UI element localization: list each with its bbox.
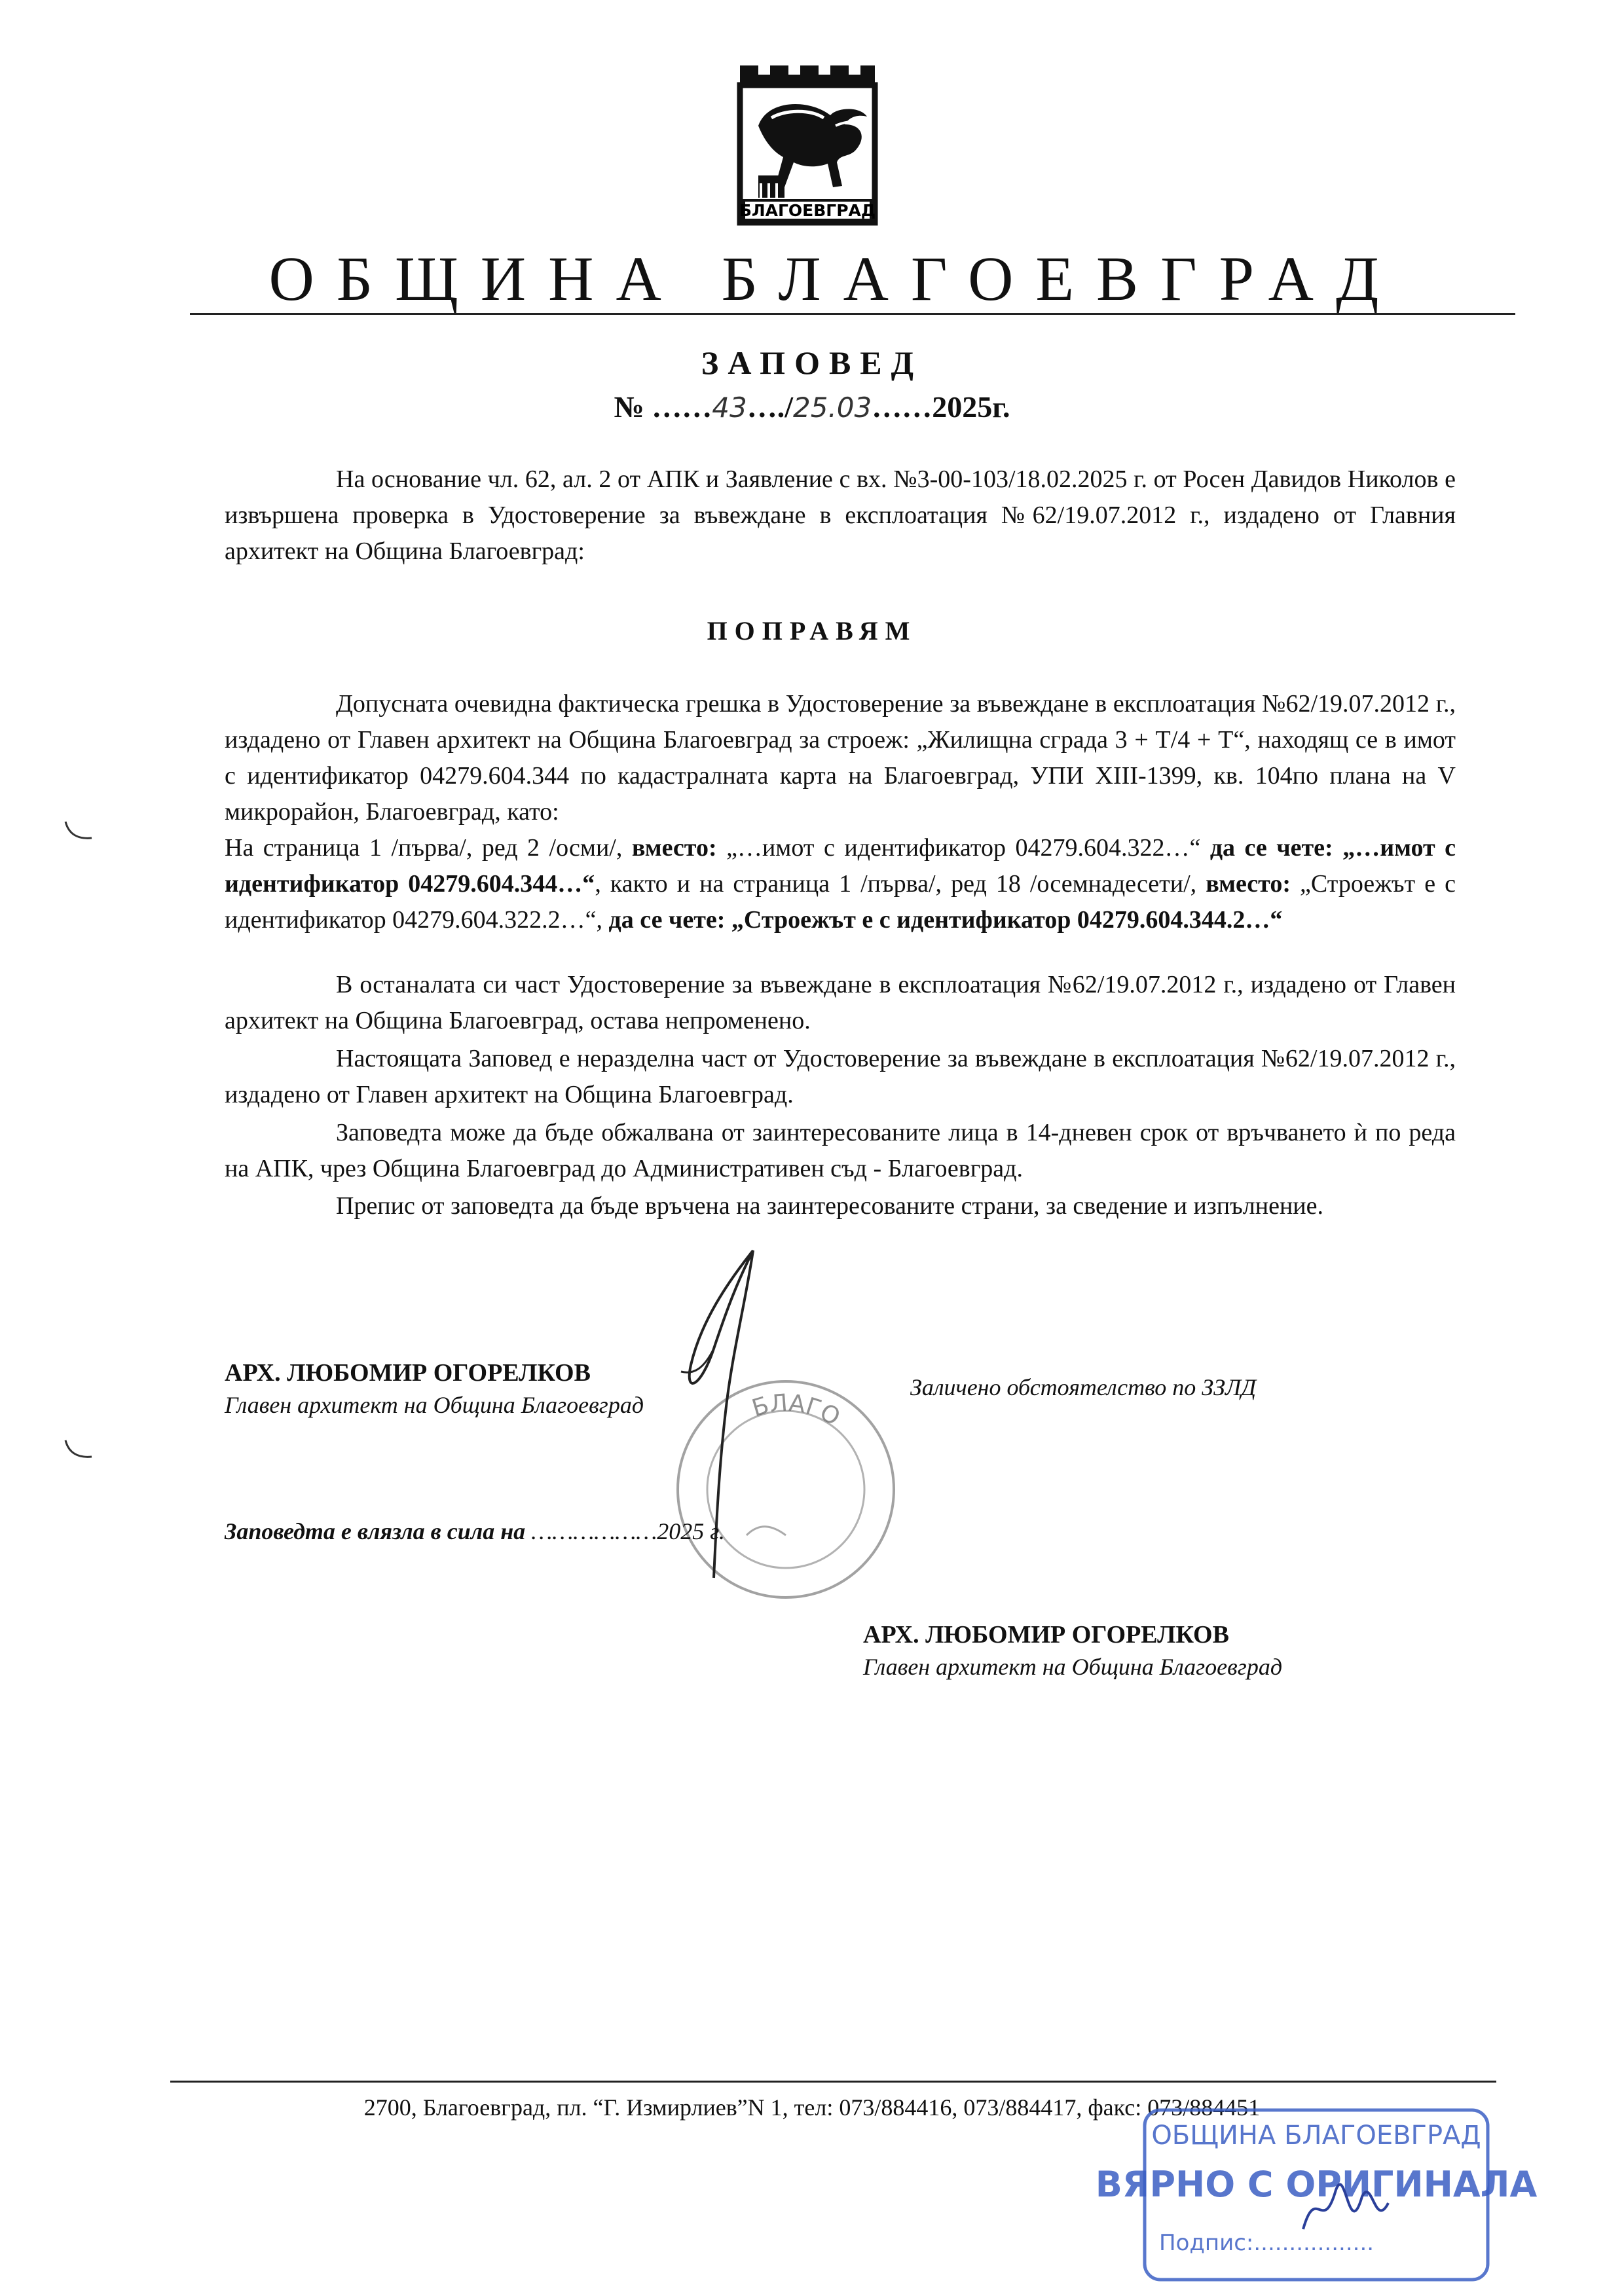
appeal-paragraph: Заповедта може да бъде обжалвана от заинтересованите лица в 14-дневен срок от връчването ѝ по реда на АПК, чрез Община Благоевград до Административен съд - Благоевград. bbox=[225, 1119, 1456, 1182]
order-date-handwritten: 25.03 bbox=[793, 392, 872, 424]
effective-date-line bbox=[225, 1518, 725, 1545]
margin-tick-mark bbox=[62, 818, 101, 845]
stamp-line-2: ВЯРНО С ОРИГИНАЛА bbox=[1095, 2164, 1538, 2205]
round-seal-text: БЛАГО bbox=[748, 1389, 845, 1432]
basis-paragraph: На основание чл. 62, ал. 2 от АПК и Заявление с вх. №3-00-103/18.02.2025 г. от Росен Давидов Николов е извършена проверка в Удостоверение за въвеждане в експлоатация №62/19.07.2012 г., издадено от Главния архитект на Община Благоевград: bbox=[225, 465, 1456, 565]
signatory-role-2: Главен архитект на Община Благоевград bbox=[863, 1654, 1283, 1680]
footer-divider bbox=[170, 2081, 1496, 2083]
correction-text-2: вместо: bbox=[631, 834, 727, 862]
margin-tick-mark bbox=[62, 1437, 101, 1463]
order-number-handwritten: 43 bbox=[712, 392, 747, 424]
redaction-note: Заличено обстоятелство по ЗЗЛД bbox=[910, 1374, 1257, 1400]
certified-copy-stamp bbox=[1095, 2105, 1538, 2285]
order-number-prefix: № bbox=[614, 390, 652, 424]
correction-text-4: да се чете: „…имот с идентификатор 04279.604.344…“ bbox=[225, 834, 1456, 898]
correction-text-6: вместо: bbox=[1206, 870, 1291, 898]
coat-of-arms-logo bbox=[732, 52, 883, 229]
remainder-paragraph: В останалата си част Удостоверение за въвеждане в експлоатация №62/19.07.2012 г., издадено от Главен архитект на Община Благоевград, остава непроменено. bbox=[225, 971, 1456, 1034]
signatory-name-1: АРХ. ЛЮБОМИР ОГОРЕЛКОВ bbox=[225, 1359, 591, 1387]
signatory-role-1: Главен архитект на Община Благоевград bbox=[225, 1392, 644, 1418]
stamp-line-3: Подпис:................. bbox=[1159, 2230, 1375, 2256]
correction-heading: ПОПРАВЯМ bbox=[707, 616, 917, 646]
correction-text-1: На страница 1 /първа/, ред 2 /осми/, bbox=[225, 834, 632, 862]
order-number-separator: / bbox=[784, 390, 793, 424]
correction-paragraph bbox=[225, 686, 1456, 938]
municipality-title: ОБЩИНА БЛАГОЕВГРАД bbox=[268, 244, 1401, 314]
correction-text-5: , както и на страница 1 /първа/, ред 18 /осемнадесети/, bbox=[595, 870, 1206, 898]
order-number: № ……43…./25.03……2025г. bbox=[614, 390, 1010, 424]
correction-text-7: „Строежът е с идентификатор 04279.604.322.2…“, bbox=[225, 870, 1456, 934]
copy-paragraph: Препис от заповедта да бъде връчена на заинтересованите страни, за сведение и изпълнение. bbox=[336, 1192, 1323, 1220]
correction-details bbox=[225, 830, 1456, 938]
signatory-name-2: АРХ. ЛЮБОМИР ОГОРЕЛКОВ bbox=[863, 1621, 1229, 1649]
effective-date-label: Заповедта е влязла в сила на bbox=[225, 1518, 532, 1544]
correction-text-8: да се чете: „Строежът е с идентификатор 04279.604.344.2…“ bbox=[608, 906, 1283, 934]
order-year: 2025г. bbox=[932, 390, 1010, 424]
error-intro: Допусната очевидна фактическа грешка в Удостоверение за въвеждане в експлоатация №62/19.07.2012 г., издадено от Главен архитект на Община Благоевград за строеж: „Жилищна сграда 3 + Т/4 + Т“, находящ се в имот с идентификатор 04279.604.344 по кадастралната карта на Благоевград, УПИ XIII-1399, кв. 104по плана на V микрорайон, Благоевград, като: bbox=[225, 690, 1456, 826]
stamp-line-1: ОБЩИНА БЛАГОЕВГРАД bbox=[1151, 2121, 1481, 2151]
integral-part-paragraph: Настоящата Заповед е неразделна част от Удостоверение за въвеждане в експлоатация №62/19.07.2012 г., издадено от Главен архитект на Община Благоевград. bbox=[225, 1045, 1456, 1108]
header-divider bbox=[190, 313, 1515, 315]
footer-address: 2700, Благоевград, пл. “Г. Измирлиев”N 1, тел: 073/884416, 073/884417, факс: 073/884451 bbox=[363, 2094, 1261, 2121]
correction-text-3: „…имот с идентификатор 04279.604.322…“ bbox=[726, 834, 1201, 862]
order-heading: ЗАПОВЕД bbox=[701, 344, 923, 381]
effective-date-blank: ………………2025 г. bbox=[531, 1518, 725, 1544]
logo-caption: БЛАГОЕВГРАД bbox=[739, 201, 876, 220]
